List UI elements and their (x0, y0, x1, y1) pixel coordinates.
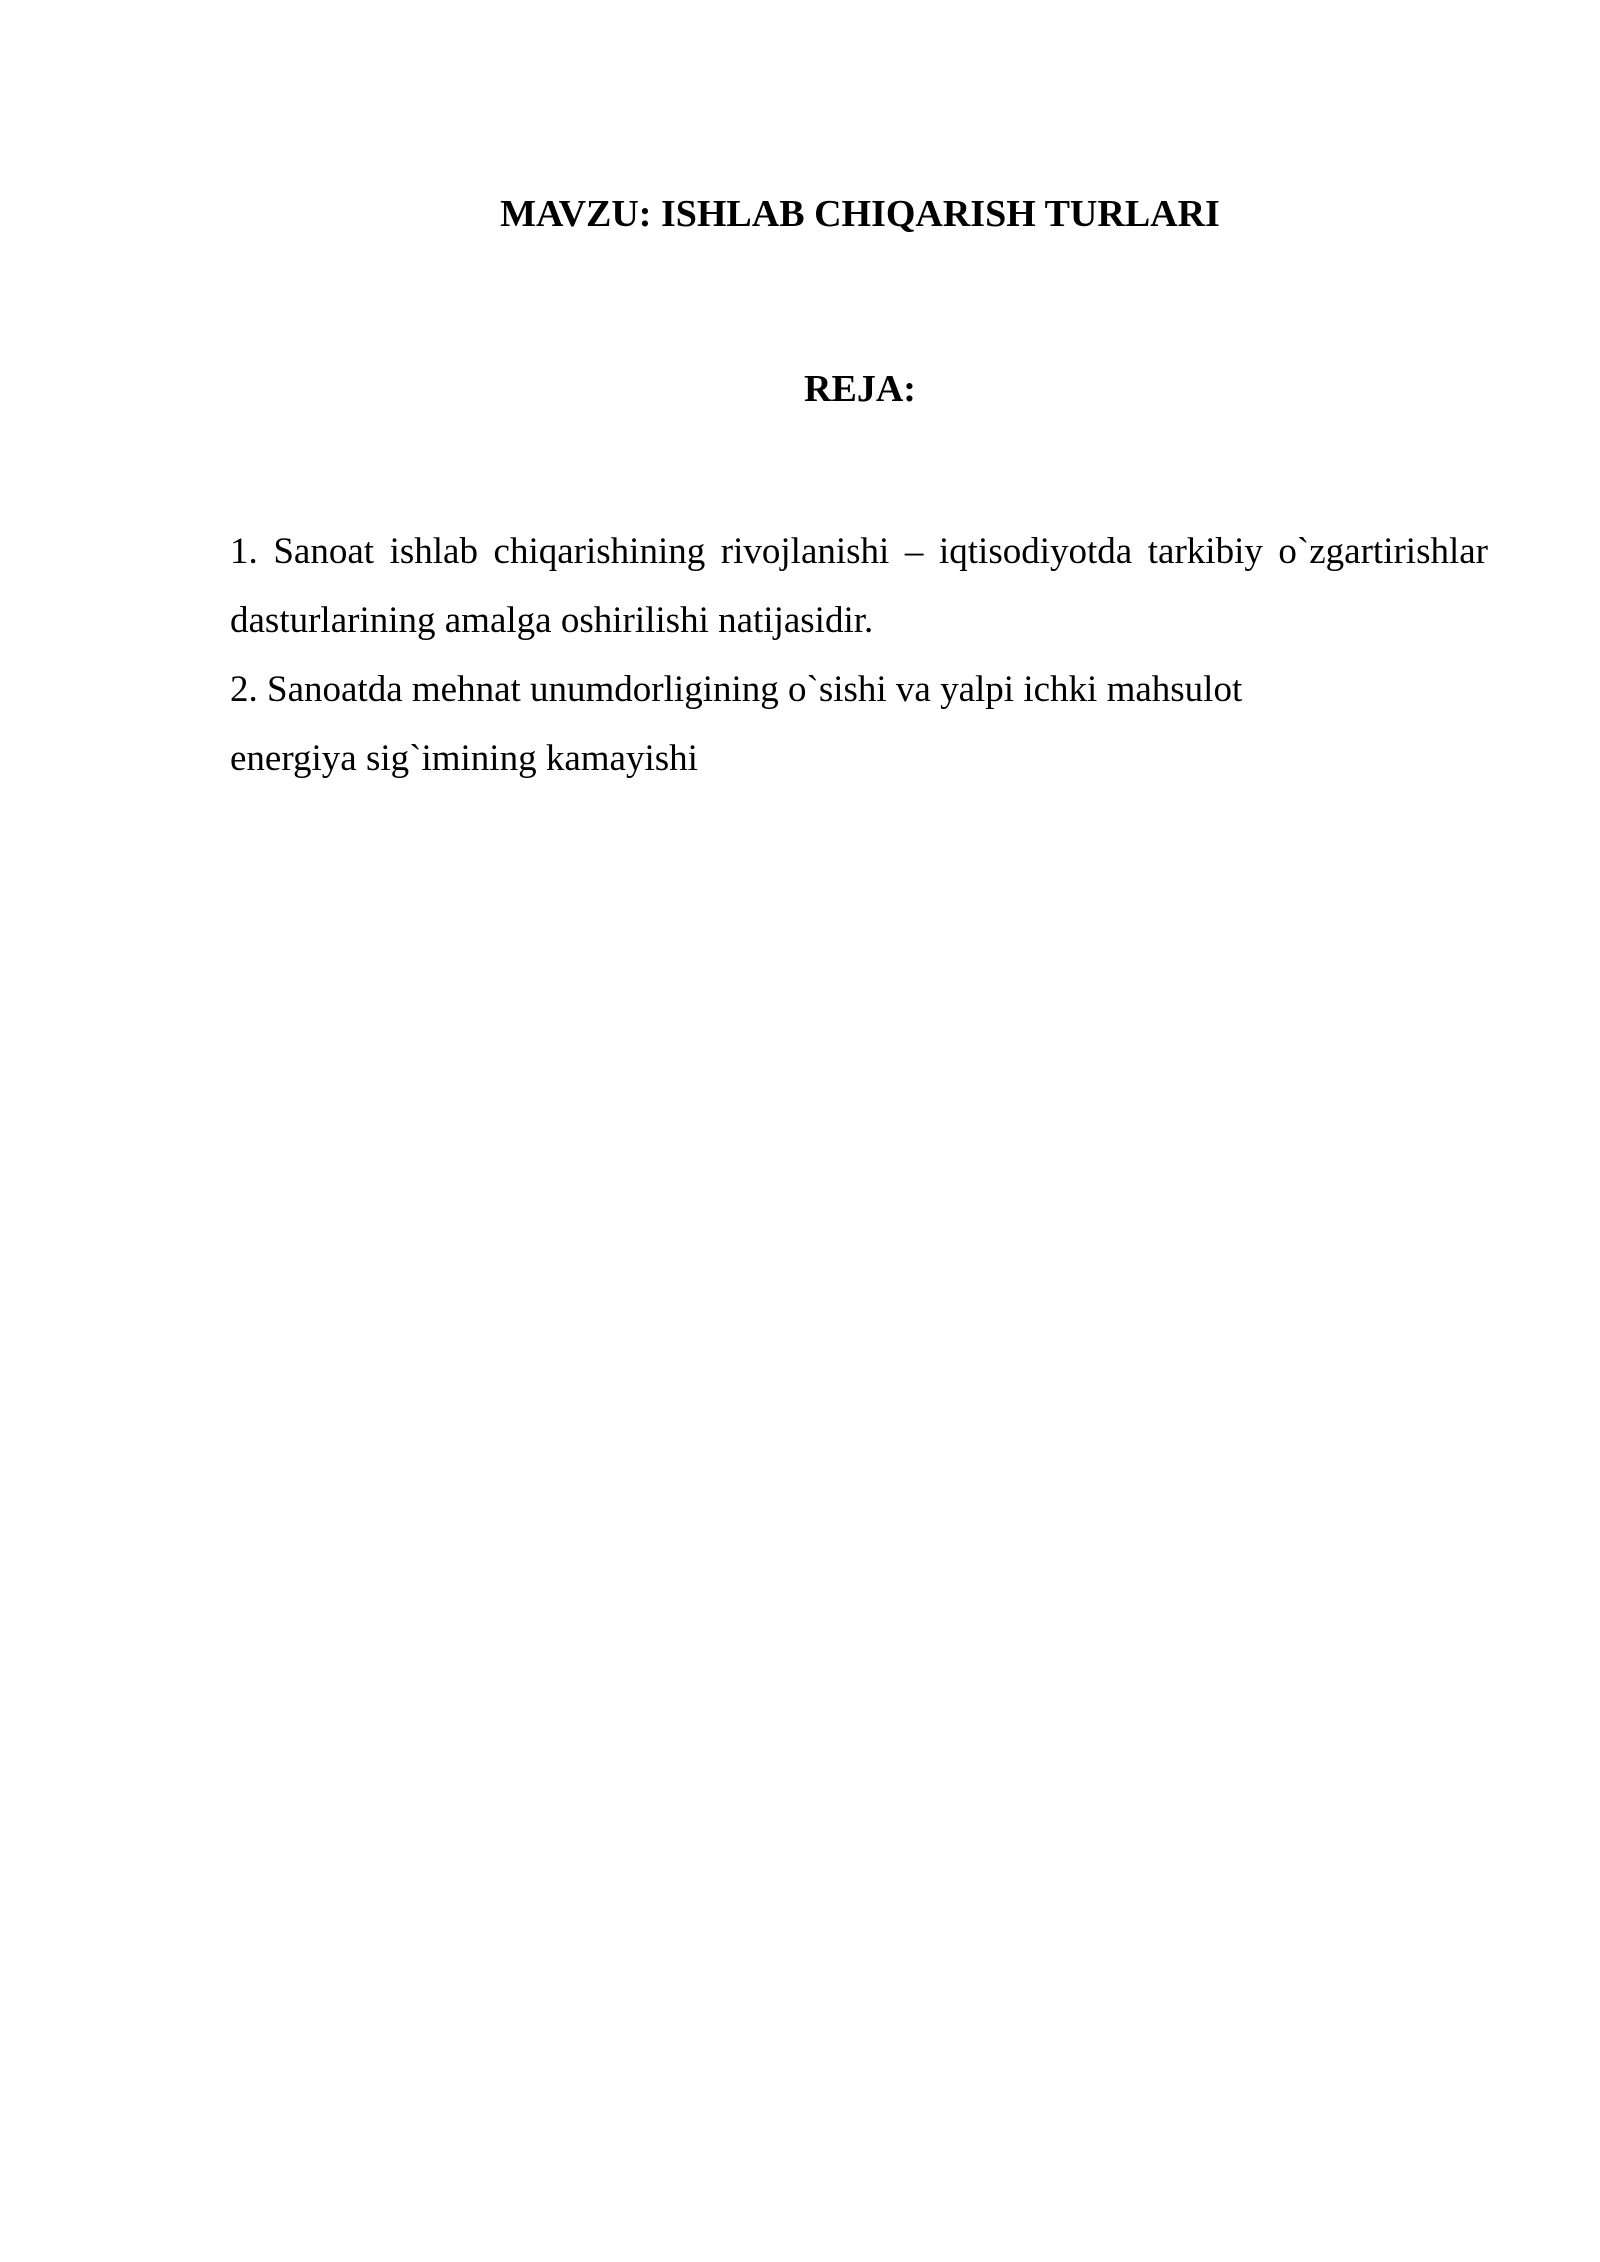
topic-title: MAVZU: ISHLAB CHIQARISH TURLARI (500, 193, 1220, 235)
plan-item-2 (230, 655, 1488, 793)
plan-list (230, 517, 1488, 793)
plan-heading: REJA: (804, 368, 916, 410)
plan-item-2-line-2: energiya sig`imining kamayishi (230, 738, 698, 779)
plan-item-2-line-1: 2. Sanoatda mehnat unumdorligining o`sishi va yalpi ichki mahsulot (230, 669, 1243, 710)
plan-item-1: 1. Sanoat ishlab chiqarishining rivojlanishi – iqtisodiyotda tarkibiy o`zgartirishlar dasturlarining amalga oshirilishi natijasidir. (230, 531, 1488, 641)
